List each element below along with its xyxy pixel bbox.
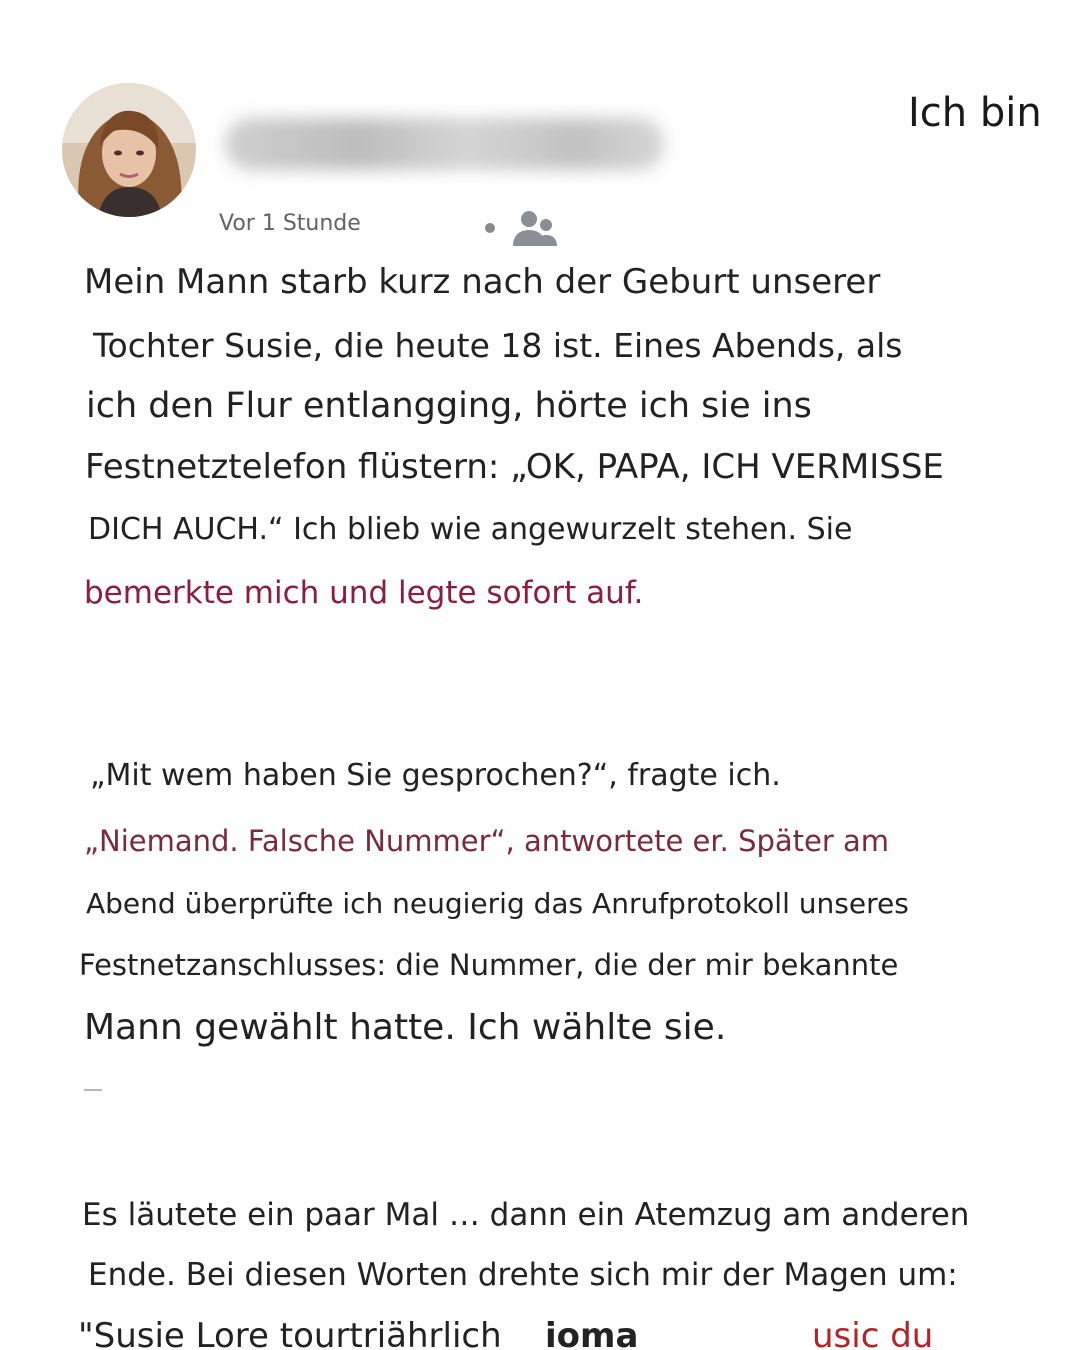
cropped-line [0,1314,1080,1350]
post-line: Mann gewählt hatte. Ich wählte sie. [84,1007,727,1048]
redaction-mask [680,1314,800,1350]
post-line: Es läutete ein paar Mal … dann ein Atemzug am anderen [82,1197,970,1233]
avatar[interactable] [62,83,196,217]
blurred-username[interactable] [225,118,665,170]
post-line: DICH AUCH.“ Ich blieb wie angewurzelt stehen. Sie [88,512,853,547]
corner-text: Ich bin [908,90,1042,136]
post-timestamp: Vor 1 Stunde [219,211,361,236]
cropped-text-right: usic du [812,1316,934,1350]
cropped-text-middle: ioma [545,1316,639,1350]
cropped-text-left: "Susie Lore tourtriährlich [78,1316,502,1350]
post-line-highlight: bemerkte mich und legte sofort auf. [84,575,644,611]
separator-dot [485,223,495,233]
post-line: Abend überprüfte ich neugierig das Anrufprotokoll unseres [86,887,909,920]
post-line: „Mit wem haben Sie gesprochen?“, fragte ich. [90,758,781,793]
post-line: Festnetztelefon flüstern: „OK, PAPA, ICH VERMISSE [85,447,944,487]
profile-photo [62,83,196,217]
stray-mark [84,1089,102,1091]
group-icon[interactable] [510,208,560,248]
post-line-highlight: „Niemand. Falsche Nummer“, antwortete er. Später am [84,824,890,858]
post-line: Festnetzanschlusses: die Nummer, die der mir bekannte [79,948,899,982]
post-line: ich den Flur entlangging, hörte ich sie ins [86,386,812,426]
post-line: Mein Mann starb kurz nach der Geburt unserer [84,262,881,302]
post-line: Ende. Bei diesen Worten drehte sich mir der Magen um: [88,1257,958,1293]
post-line: Tochter Susie, die heute 18 ist. Eines Abends, als [93,326,903,365]
